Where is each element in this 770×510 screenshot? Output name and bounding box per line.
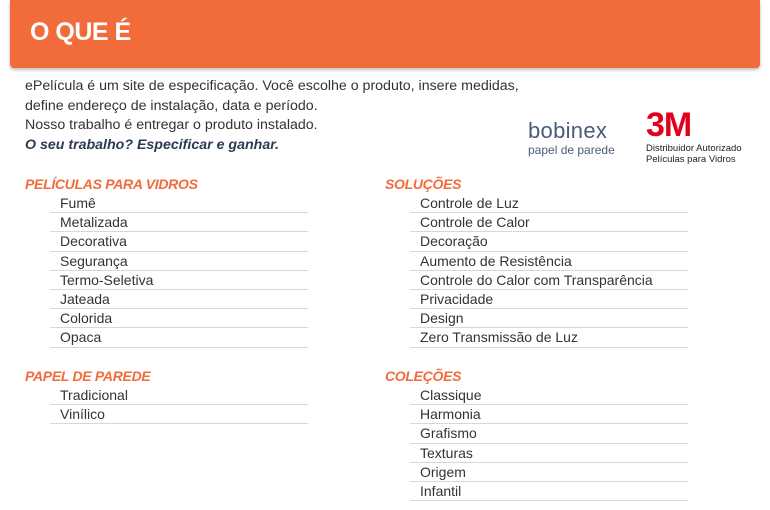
list-item-grafismo[interactable]: Grafismo: [410, 424, 688, 443]
list-papel-de-parede: [50, 386, 308, 424]
list-item-tradicional[interactable]: Tradicional: [50, 386, 308, 405]
section-title-solucoes: SOLUÇÕES: [385, 176, 462, 192]
section-title-peliculas: PELÍCULAS PARA VIDROS: [25, 176, 198, 192]
list-item-decorativa[interactable]: Decorativa: [50, 232, 308, 251]
intro-line: Nosso trabalho é entregar o produto instalado.: [25, 117, 318, 133]
section-papel-de-parede: [25, 367, 308, 424]
list-item-colorida[interactable]: Colorida: [50, 309, 308, 328]
list-solucoes: [410, 194, 688, 348]
list-item-infantil[interactable]: Infantil: [410, 482, 688, 501]
header-banner: [10, 0, 760, 68]
list-item-design[interactable]: Design: [410, 309, 688, 328]
list-item-fume[interactable]: Fumê: [50, 194, 308, 213]
list-item-aumento-de-resistencia[interactable]: Aumento de Resistência: [410, 252, 688, 271]
list-item-classique[interactable]: Classique: [410, 386, 688, 405]
list-item-seguranca[interactable]: Segurança: [50, 252, 308, 271]
intro-line: ePelícula é um site de especificação. Você escolhe o produto, insere medidas,: [25, 78, 519, 94]
list-item-controle-do-calor-com-transparencia[interactable]: Controle do Calor com Transparência: [410, 271, 688, 290]
list-item-vinilico[interactable]: Vinílico: [50, 405, 308, 424]
section-colecoes: [385, 367, 688, 501]
list-item-termo-seletiva[interactable]: Termo-Seletiva: [50, 271, 308, 290]
list-item-opaca[interactable]: Opaca: [50, 328, 308, 347]
list-item-origem[interactable]: Origem: [410, 463, 688, 482]
3m-logo-caption: Distribuidor Autorizado: [646, 143, 742, 154]
section-title-colecoes: COLEÇÕES: [385, 368, 462, 384]
list-item-zero-transmissao-de-luz[interactable]: Zero Transmissão de Luz: [410, 328, 688, 347]
section-peliculas: [25, 175, 308, 348]
intro-line: define endereço de instalação, data e período.: [25, 97, 318, 114]
intro-text: [25, 77, 525, 155]
bobinex-logo-subtitle: papel de parede: [528, 143, 615, 157]
list-item-harmonia[interactable]: Harmonia: [410, 405, 688, 424]
list-colecoes: [410, 386, 688, 501]
list-item-controle-de-calor[interactable]: Controle de Calor: [410, 213, 688, 232]
3m-logo[interactable]: [646, 108, 742, 165]
list-item-privacidade[interactable]: Privacidade: [410, 290, 688, 309]
3m-logo-mark: 3M: [646, 106, 692, 144]
list-peliculas: [50, 194, 308, 348]
intro-cta: O seu trabalho? Especificar e ganhar.: [25, 136, 279, 153]
list-item-controle-de-luz[interactable]: Controle de Luz: [410, 194, 688, 213]
list-item-decoracao[interactable]: Decoração: [410, 232, 688, 251]
bobinex-logo[interactable]: [528, 120, 615, 157]
bobinex-logo-name: bobinex: [528, 118, 608, 143]
section-title-papel-de-parede: PAPEL DE PAREDE: [25, 368, 151, 384]
list-item-metalizada[interactable]: Metalizada: [50, 213, 308, 232]
section-solucoes: [385, 175, 688, 348]
page-title: O QUE É: [30, 18, 131, 46]
list-item-jateada[interactable]: Jateada: [50, 290, 308, 309]
list-item-texturas[interactable]: Texturas: [410, 444, 688, 463]
3m-logo-caption: Películas para Vidros: [646, 154, 736, 165]
